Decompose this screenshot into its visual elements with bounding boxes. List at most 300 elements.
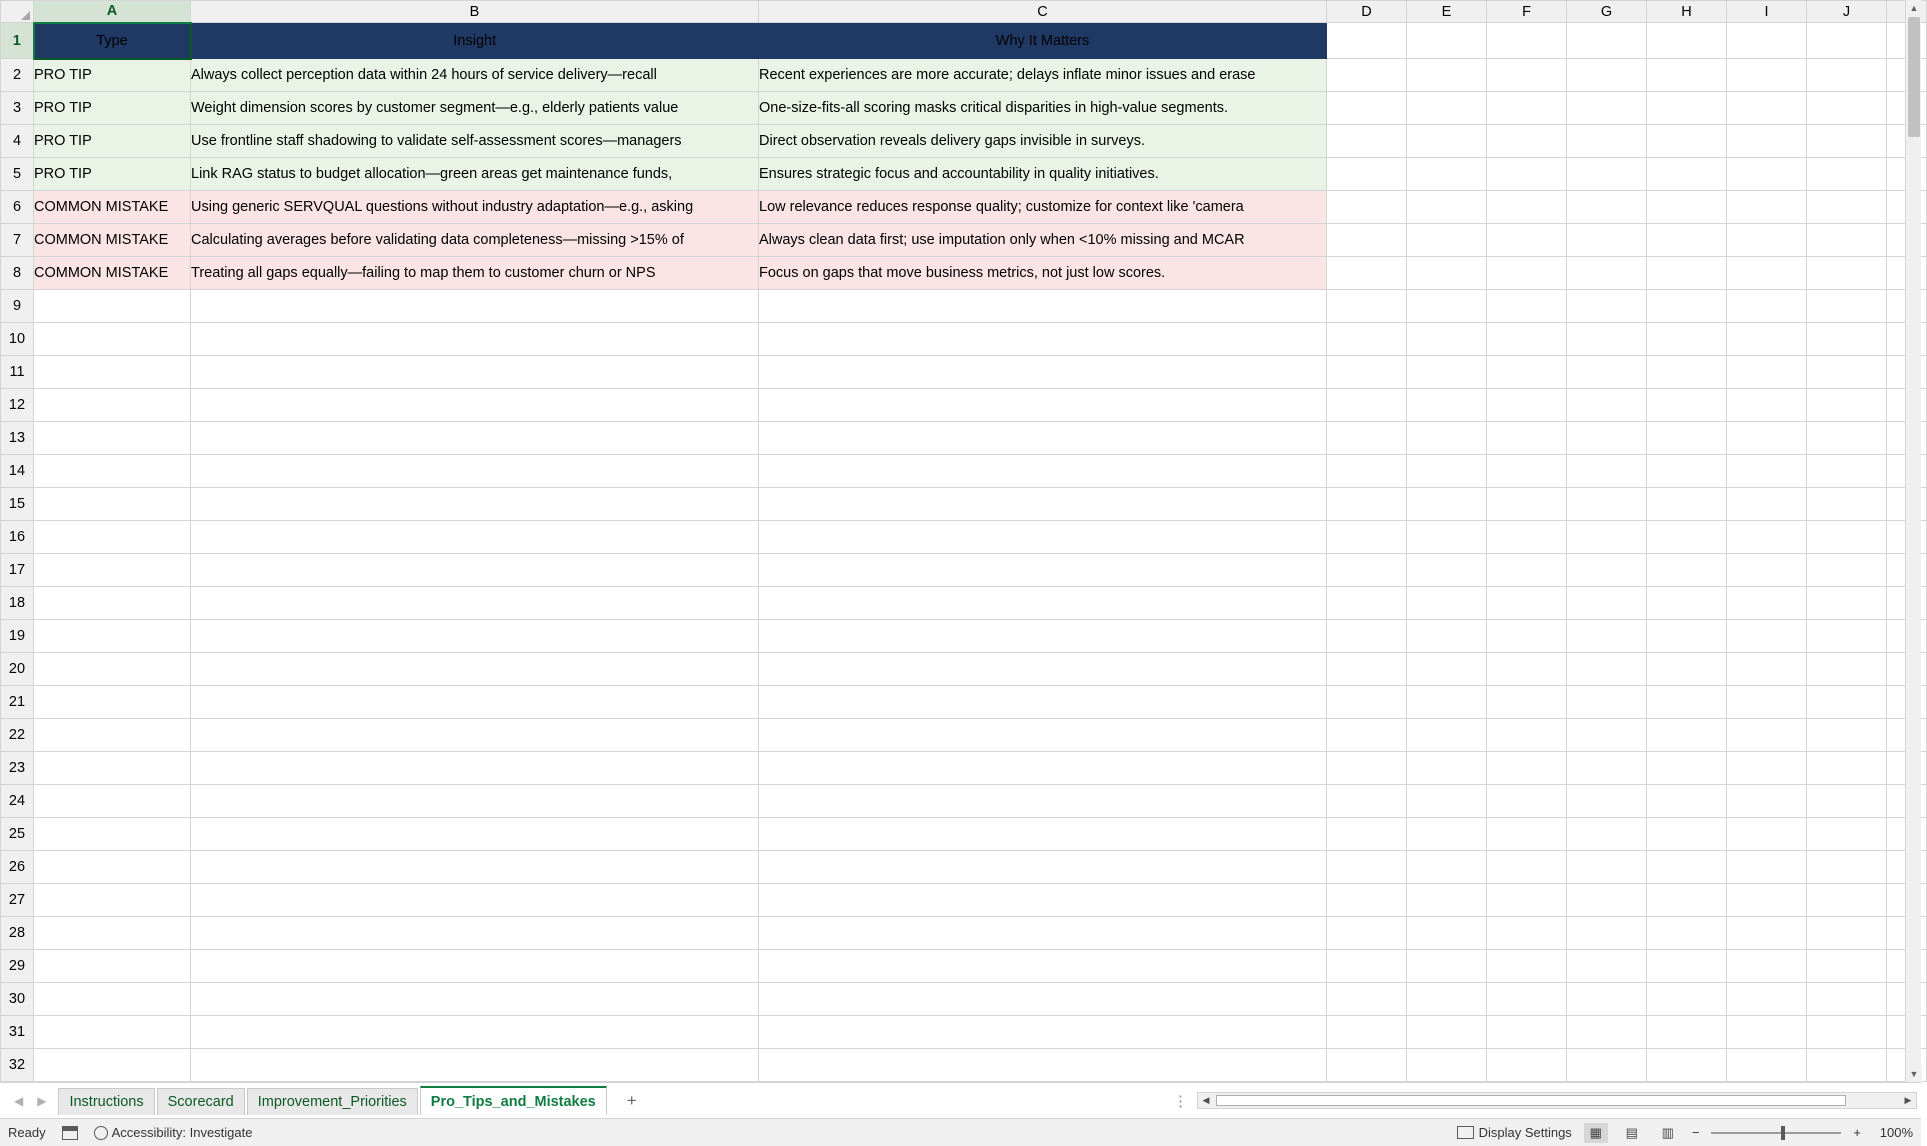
table-row[interactable] [1, 752, 1927, 785]
cell-empty[interactable] [34, 752, 191, 785]
cell-empty[interactable] [1807, 620, 1887, 653]
cell-empty[interactable] [1407, 917, 1487, 950]
cell-empty[interactable] [1327, 917, 1407, 950]
row-header-29[interactable]: 29 [1, 950, 34, 983]
cell-empty[interactable] [1567, 455, 1647, 488]
cell-empty[interactable] [1407, 785, 1487, 818]
table-row[interactable] [1, 620, 1927, 653]
cell-empty[interactable] [1327, 1016, 1407, 1049]
table-row[interactable] [1, 92, 1927, 125]
cell-empty[interactable] [1407, 488, 1487, 521]
cell-empty[interactable] [1727, 257, 1807, 290]
cell-empty[interactable] [1327, 587, 1407, 620]
sheet-next-icon[interactable]: ▶ [37, 1093, 47, 1108]
cell-empty[interactable] [1487, 719, 1567, 752]
cell-empty[interactable] [34, 983, 191, 1016]
cell-empty[interactable] [1647, 59, 1727, 92]
cell-empty[interactable] [1407, 620, 1487, 653]
row-header-15[interactable]: 15 [1, 488, 34, 521]
cell-empty[interactable] [1327, 884, 1407, 917]
sheet-tab-instructions[interactable]: Instructions [58, 1088, 154, 1115]
cell-empty[interactable] [1567, 356, 1647, 389]
cell-empty[interactable] [1727, 488, 1807, 521]
cell-empty[interactable] [191, 686, 759, 719]
cell-empty[interactable] [1407, 983, 1487, 1016]
cell-empty[interactable] [759, 719, 1327, 752]
table-row[interactable] [1, 653, 1927, 686]
cell-empty[interactable] [759, 851, 1327, 884]
cell-empty[interactable] [1327, 23, 1407, 59]
cell-insight[interactable]: Always collect perception data within 24 hours of service delivery—recall [191, 59, 759, 92]
cell-empty[interactable] [1327, 950, 1407, 983]
cell-empty[interactable] [34, 587, 191, 620]
table-row[interactable] [1, 884, 1927, 917]
cell-empty[interactable] [1327, 92, 1407, 125]
table-row[interactable] [1, 224, 1927, 257]
zoom-in-button[interactable]: + [1853, 1125, 1861, 1140]
cell-empty[interactable] [1807, 884, 1887, 917]
cell-empty[interactable] [191, 356, 759, 389]
table-row[interactable] [1, 686, 1927, 719]
cell-empty[interactable] [759, 653, 1327, 686]
cell-empty[interactable] [1727, 686, 1807, 719]
cell-empty[interactable] [1487, 620, 1567, 653]
table-row[interactable] [1, 356, 1927, 389]
cell-empty[interactable] [759, 752, 1327, 785]
cell-empty[interactable] [1567, 290, 1647, 323]
cell-empty[interactable] [1407, 125, 1487, 158]
cell-empty[interactable] [1407, 158, 1487, 191]
cell-type[interactable]: PRO TIP [34, 59, 191, 92]
cell-empty[interactable] [191, 422, 759, 455]
cell-empty[interactable] [759, 290, 1327, 323]
cell-empty[interactable] [1807, 653, 1887, 686]
cell-empty[interactable] [191, 1016, 759, 1049]
cell-empty[interactable] [191, 488, 759, 521]
cell-empty[interactable] [1807, 323, 1887, 356]
row-header-20[interactable]: 20 [1, 653, 34, 686]
column-header-e[interactable]: E [1407, 1, 1487, 23]
page-break-view-button[interactable]: ▥ [1661, 1124, 1674, 1140]
cell-empty[interactable] [1487, 686, 1567, 719]
cell-empty[interactable] [1807, 785, 1887, 818]
cell-empty[interactable] [1327, 125, 1407, 158]
select-all-corner[interactable] [1, 1, 34, 23]
row-header-22[interactable]: 22 [1, 719, 34, 752]
cell-empty[interactable] [1567, 1016, 1647, 1049]
cell-empty[interactable] [1487, 653, 1567, 686]
table-row[interactable] [1, 818, 1927, 851]
table-row[interactable] [1, 719, 1927, 752]
cell-empty[interactable] [759, 422, 1327, 455]
cell-empty[interactable] [1407, 521, 1487, 554]
hscroll-right-arrow[interactable]: ▶ [1904, 1095, 1912, 1105]
cell-empty[interactable] [759, 455, 1327, 488]
cell-empty[interactable] [1567, 686, 1647, 719]
cell-empty[interactable] [1487, 818, 1567, 851]
table-row[interactable] [1, 23, 1927, 59]
cell-empty[interactable] [1487, 521, 1567, 554]
cell-empty[interactable] [1327, 686, 1407, 719]
cell-empty[interactable] [1487, 983, 1567, 1016]
cell-empty[interactable] [1327, 59, 1407, 92]
table-row[interactable] [1, 1016, 1927, 1049]
cell-empty[interactable] [759, 917, 1327, 950]
row-header-10[interactable]: 10 [1, 323, 34, 356]
cell-empty[interactable] [1807, 983, 1887, 1016]
cell-empty[interactable] [1567, 521, 1647, 554]
cell-insight[interactable]: Calculating averages before validating data completeness—missing >15% of [191, 224, 759, 257]
cell-empty[interactable] [34, 719, 191, 752]
cell-empty[interactable] [1327, 389, 1407, 422]
cell-insight[interactable]: Use frontline staff shadowing to validate self-assessment scores—managers [191, 125, 759, 158]
cell-why[interactable]: Recent experiences are more accurate; delays inflate minor issues and erase [759, 59, 1327, 92]
sheet-prev-icon[interactable]: ◀ [14, 1093, 24, 1108]
cell-empty[interactable] [1727, 290, 1807, 323]
cell-empty[interactable] [34, 851, 191, 884]
row-header-2[interactable]: 2 [1, 59, 34, 92]
sheet-tab-scorecard[interactable]: Scorecard [157, 1088, 245, 1115]
cell-empty[interactable] [191, 917, 759, 950]
cell-empty[interactable] [1487, 1049, 1567, 1082]
cell-empty[interactable] [1647, 719, 1727, 752]
cell-empty[interactable] [1807, 125, 1887, 158]
cell-empty[interactable] [1487, 752, 1567, 785]
cell-empty[interactable] [1407, 23, 1487, 59]
cell-empty[interactable] [1727, 389, 1807, 422]
cell-empty[interactable] [759, 587, 1327, 620]
cell-empty[interactable] [759, 818, 1327, 851]
cell-empty[interactable] [1807, 488, 1887, 521]
cell-empty[interactable] [1567, 323, 1647, 356]
cell-empty[interactable] [1487, 455, 1567, 488]
cell-empty[interactable] [1407, 884, 1487, 917]
cell-empty[interactable] [1567, 23, 1647, 59]
cell-empty[interactable] [1727, 224, 1807, 257]
table-row[interactable] [1, 158, 1927, 191]
row-header-1[interactable]: 1 [1, 23, 34, 59]
cell-empty[interactable] [1647, 1049, 1727, 1082]
record-macro-icon[interactable] [62, 1126, 78, 1140]
cell-empty[interactable] [1407, 224, 1487, 257]
cell-empty[interactable] [34, 686, 191, 719]
cell-empty[interactable] [759, 1016, 1327, 1049]
sheet-tab-bar[interactable] [0, 1082, 1921, 1118]
row-header-25[interactable]: 25 [1, 818, 34, 851]
cell-empty[interactable] [34, 1049, 191, 1082]
cell-empty[interactable] [1407, 653, 1487, 686]
cell-empty[interactable] [1487, 59, 1567, 92]
row-header-14[interactable]: 14 [1, 455, 34, 488]
cell-empty[interactable] [1647, 224, 1727, 257]
sheet-nav-arrows[interactable] [8, 1094, 58, 1108]
cell-empty[interactable] [1727, 92, 1807, 125]
table-row[interactable] [1, 917, 1927, 950]
cell-empty[interactable] [191, 983, 759, 1016]
zoom-level-label[interactable]: 100% [1879, 1125, 1913, 1140]
cell-empty[interactable] [1567, 785, 1647, 818]
cell-empty[interactable] [191, 818, 759, 851]
cell-empty[interactable] [1567, 59, 1647, 92]
sheet-options-icon[interactable]: ⋮ [1173, 1092, 1189, 1110]
cell-empty[interactable] [191, 1049, 759, 1082]
horizontal-scrollbar[interactable] [1197, 1092, 1917, 1109]
cell-empty[interactable] [191, 719, 759, 752]
cell-empty[interactable] [1407, 554, 1487, 587]
cell-empty[interactable] [1327, 455, 1407, 488]
cell-empty[interactable] [1807, 752, 1887, 785]
zoom-slider[interactable] [1711, 1125, 1841, 1141]
cell-empty[interactable] [1647, 125, 1727, 158]
cell-empty[interactable] [759, 356, 1327, 389]
cell-empty[interactable] [759, 488, 1327, 521]
cell-empty[interactable] [34, 554, 191, 587]
cell-empty[interactable] [1647, 785, 1727, 818]
row-header-5[interactable]: 5 [1, 158, 34, 191]
cell-empty[interactable] [1647, 191, 1727, 224]
table-row[interactable] [1, 488, 1927, 521]
column-header-c[interactable]: C [759, 1, 1327, 23]
cell-empty[interactable] [1727, 59, 1807, 92]
cell-empty[interactable] [34, 818, 191, 851]
table-row[interactable] [1, 257, 1927, 290]
cell-empty[interactable] [1487, 554, 1567, 587]
cell-empty[interactable] [1407, 422, 1487, 455]
cell-empty[interactable] [1567, 983, 1647, 1016]
cell-empty[interactable] [1807, 521, 1887, 554]
cell-empty[interactable] [191, 455, 759, 488]
cell-empty[interactable] [34, 917, 191, 950]
cell-empty[interactable] [1567, 488, 1647, 521]
row-header-9[interactable]: 9 [1, 290, 34, 323]
cell-empty[interactable] [1567, 224, 1647, 257]
cell-empty[interactable] [1647, 884, 1727, 917]
cell-empty[interactable] [1487, 224, 1567, 257]
cell-empty[interactable] [1567, 257, 1647, 290]
cell-empty[interactable] [1567, 158, 1647, 191]
cell-empty[interactable] [191, 950, 759, 983]
cell-empty[interactable] [1807, 719, 1887, 752]
cell-empty[interactable] [1727, 587, 1807, 620]
cell-empty[interactable] [1647, 455, 1727, 488]
cell-empty[interactable] [1327, 983, 1407, 1016]
cell-empty[interactable] [1727, 1049, 1807, 1082]
cell-empty[interactable] [1327, 323, 1407, 356]
cell-empty[interactable] [1407, 1016, 1487, 1049]
cell-empty[interactable] [1807, 818, 1887, 851]
cell-empty[interactable] [1487, 917, 1567, 950]
cell-empty[interactable] [1567, 950, 1647, 983]
cell-empty[interactable] [1327, 488, 1407, 521]
row-header-32[interactable]: 32 [1, 1049, 34, 1082]
row-header-8[interactable]: 8 [1, 257, 34, 290]
cell-empty[interactable] [1407, 356, 1487, 389]
cell-empty[interactable] [1487, 389, 1567, 422]
cell-empty[interactable] [1807, 1016, 1887, 1049]
row-header-6[interactable]: 6 [1, 191, 34, 224]
column-header-f[interactable]: F [1487, 1, 1567, 23]
cell-empty[interactable] [191, 521, 759, 554]
table-row[interactable] [1, 521, 1927, 554]
row-header-19[interactable]: 19 [1, 620, 34, 653]
cell-type[interactable]: COMMON MISTAKE [34, 191, 191, 224]
cell-empty[interactable] [1647, 917, 1727, 950]
cell-empty[interactable] [1807, 917, 1887, 950]
cell-empty[interactable] [1727, 917, 1807, 950]
cell-empty[interactable] [1487, 125, 1567, 158]
cell-empty[interactable] [1807, 59, 1887, 92]
hscroll-left-arrow[interactable]: ◀ [1202, 1095, 1210, 1105]
cell-empty[interactable] [759, 521, 1327, 554]
cell-empty[interactable] [1727, 356, 1807, 389]
table-row[interactable] [1, 191, 1927, 224]
cell-empty[interactable] [1407, 389, 1487, 422]
cell-empty[interactable] [1327, 818, 1407, 851]
cell-empty[interactable] [1807, 1049, 1887, 1082]
cell-empty[interactable] [191, 851, 759, 884]
cell-empty[interactable] [1327, 554, 1407, 587]
cell-empty[interactable] [1327, 851, 1407, 884]
cell-empty[interactable] [1407, 290, 1487, 323]
cell-empty[interactable] [1727, 323, 1807, 356]
cell-empty[interactable] [1647, 389, 1727, 422]
cell-empty[interactable] [1487, 23, 1567, 59]
cell-empty[interactable] [1647, 983, 1727, 1016]
cell-empty[interactable] [34, 1016, 191, 1049]
cell-empty[interactable] [191, 884, 759, 917]
cell-empty[interactable] [1407, 752, 1487, 785]
cell-empty[interactable] [1647, 92, 1727, 125]
table-row[interactable] [1, 1049, 1927, 1082]
cell-why[interactable]: Focus on gaps that move business metrics, not just low scores. [759, 257, 1327, 290]
cell-empty[interactable] [1647, 752, 1727, 785]
cell-empty[interactable] [1647, 554, 1727, 587]
cell-empty[interactable] [759, 389, 1327, 422]
cell-empty[interactable] [191, 323, 759, 356]
cell-insight[interactable]: Treating all gaps equally—failing to map them to customer churn or NPS [191, 257, 759, 290]
row-header-23[interactable]: 23 [1, 752, 34, 785]
cell-empty[interactable] [1487, 785, 1567, 818]
cell-empty[interactable] [1647, 686, 1727, 719]
cell-empty[interactable] [1727, 785, 1807, 818]
cell-type[interactable]: PRO TIP [34, 92, 191, 125]
cell-empty[interactable] [1727, 455, 1807, 488]
cell-empty[interactable] [1487, 851, 1567, 884]
cell-empty[interactable] [1567, 191, 1647, 224]
cell-empty[interactable] [34, 521, 191, 554]
cell-empty[interactable] [1567, 389, 1647, 422]
cell-empty[interactable] [1647, 818, 1727, 851]
cell-empty[interactable] [1647, 950, 1727, 983]
cell-empty[interactable] [759, 554, 1327, 587]
cell-empty[interactable] [1487, 950, 1567, 983]
cell-empty[interactable] [1567, 422, 1647, 455]
cell-empty[interactable] [191, 554, 759, 587]
cell-empty[interactable] [1647, 158, 1727, 191]
cell-empty[interactable] [1727, 1016, 1807, 1049]
accessibility-status[interactable] [94, 1125, 253, 1140]
row-header-31[interactable]: 31 [1, 1016, 34, 1049]
cell-empty[interactable] [1487, 488, 1567, 521]
cell-empty[interactable] [759, 983, 1327, 1016]
cell-c1-why[interactable]: Why It Matters [759, 23, 1327, 59]
row-header-3[interactable]: 3 [1, 92, 34, 125]
cell-empty[interactable] [1807, 356, 1887, 389]
table-row[interactable] [1, 983, 1927, 1016]
cell-empty[interactable] [1807, 92, 1887, 125]
row-header-26[interactable]: 26 [1, 851, 34, 884]
column-header-d[interactable]: D [1327, 1, 1407, 23]
row-header-7[interactable]: 7 [1, 224, 34, 257]
cell-empty[interactable] [1647, 323, 1727, 356]
cell-why[interactable]: Low relevance reduces response quality; customize for context like 'camera [759, 191, 1327, 224]
vertical-scroll-thumb[interactable] [1908, 17, 1920, 137]
cell-empty[interactable] [1487, 158, 1567, 191]
cell-empty[interactable] [759, 1049, 1327, 1082]
cell-insight[interactable]: Link RAG status to budget allocation—green areas get maintenance funds, [191, 158, 759, 191]
cell-empty[interactable] [1727, 554, 1807, 587]
cell-empty[interactable] [34, 653, 191, 686]
cell-empty[interactable] [1807, 455, 1887, 488]
sheet-tab-improvement-priorities[interactable]: Improvement_Priorities [247, 1088, 418, 1115]
cell-empty[interactable] [1327, 158, 1407, 191]
table-row[interactable] [1, 125, 1927, 158]
cell-empty[interactable] [1727, 653, 1807, 686]
cell-b1-insight[interactable]: Insight [191, 23, 759, 59]
column-header-b[interactable]: B [191, 1, 759, 23]
cell-empty[interactable] [759, 884, 1327, 917]
sheet-tab-pro-tips-and-mistakes[interactable]: Pro_Tips_and_Mistakes [420, 1086, 607, 1115]
table-row[interactable] [1, 785, 1927, 818]
cell-empty[interactable] [759, 785, 1327, 818]
cell-empty[interactable] [1407, 719, 1487, 752]
row-header-18[interactable]: 18 [1, 587, 34, 620]
cell-empty[interactable] [1647, 587, 1727, 620]
cell-empty[interactable] [1647, 23, 1727, 59]
cell-type[interactable]: COMMON MISTAKE [34, 224, 191, 257]
row-header-24[interactable]: 24 [1, 785, 34, 818]
cell-empty[interactable] [1327, 653, 1407, 686]
cell-empty[interactable] [1327, 752, 1407, 785]
cell-empty[interactable] [34, 884, 191, 917]
cell-empty[interactable] [759, 620, 1327, 653]
cell-empty[interactable] [1487, 92, 1567, 125]
cell-empty[interactable] [1407, 950, 1487, 983]
cell-empty[interactable] [1567, 917, 1647, 950]
cell-empty[interactable] [759, 686, 1327, 719]
cell-empty[interactable] [1647, 488, 1727, 521]
cell-empty[interactable] [1567, 719, 1647, 752]
cell-type[interactable]: PRO TIP [34, 158, 191, 191]
cell-empty[interactable] [191, 587, 759, 620]
cell-empty[interactable] [1407, 851, 1487, 884]
cell-empty[interactable] [1727, 719, 1807, 752]
cell-empty[interactable] [1727, 422, 1807, 455]
cell-why[interactable]: One-size-fits-all scoring masks critical disparities in high-value segments. [759, 92, 1327, 125]
cell-empty[interactable] [1327, 290, 1407, 323]
cell-empty[interactable] [1567, 1049, 1647, 1082]
cell-empty[interactable] [1407, 191, 1487, 224]
cell-empty[interactable] [1647, 521, 1727, 554]
cell-empty[interactable] [1807, 950, 1887, 983]
cell-empty[interactable] [1807, 257, 1887, 290]
cell-empty[interactable] [1807, 290, 1887, 323]
cell-empty[interactable] [1727, 884, 1807, 917]
cell-empty[interactable] [34, 389, 191, 422]
zoom-slider-knob[interactable] [1781, 1126, 1785, 1140]
row-header-11[interactable]: 11 [1, 356, 34, 389]
cell-empty[interactable] [1647, 1016, 1727, 1049]
